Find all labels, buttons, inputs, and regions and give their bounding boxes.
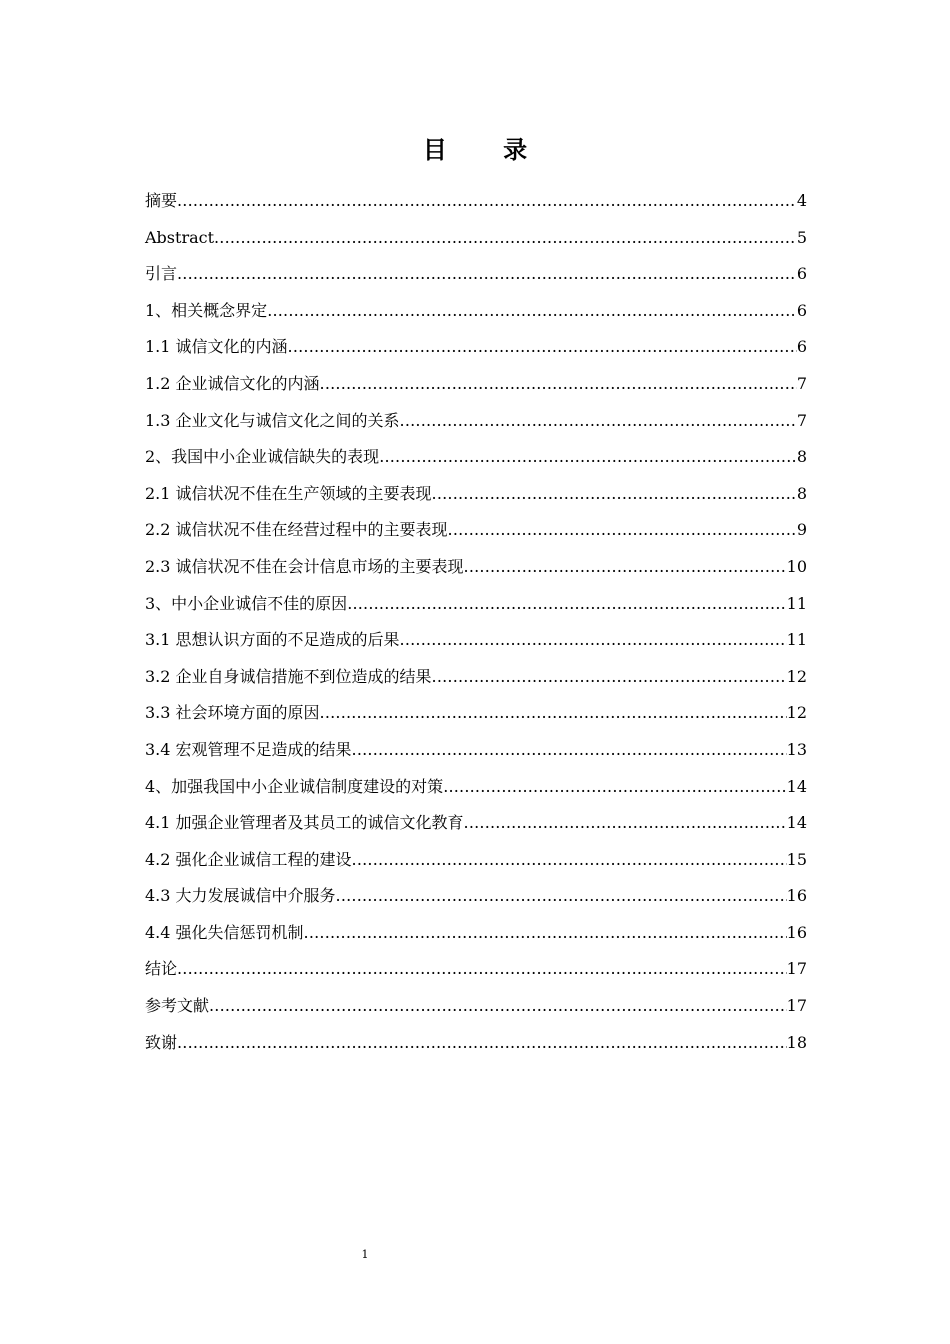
toc-entry-page-number[interactable]: 5: [796, 227, 807, 247]
toc-entry[interactable]: [145, 551, 807, 588]
toc-entry[interactable]: [145, 661, 807, 698]
toc-entry-title[interactable]: 2.3 诚信状况不佳在会计信息市场的主要表现: [145, 556, 464, 576]
toc-entry-page-number[interactable]: 11: [786, 593, 807, 613]
toc-dot-leader: [443, 771, 786, 803]
toc-dot-leader: [177, 185, 797, 217]
toc-entry[interactable]: [145, 1027, 807, 1064]
toc-dot-leader: [304, 917, 787, 949]
toc-entry-page-number[interactable]: 4: [796, 191, 807, 210]
toc-entry-page-number[interactable]: 13: [786, 739, 807, 759]
toc-dot-leader: [400, 624, 787, 656]
page-number: 1: [361, 1248, 369, 1261]
toc-entry-page-number[interactable]: 17: [786, 996, 807, 1016]
toc-entry-page-number[interactable]: 12: [786, 666, 807, 686]
toc-entry-page-number[interactable]: 6: [796, 264, 807, 284]
toc-entry[interactable]: [145, 880, 807, 917]
toc-entry[interactable]: [145, 405, 807, 442]
toc-entry-page-number[interactable]: 9: [796, 520, 807, 540]
toc-entry[interactable]: [145, 258, 807, 295]
toc-entry[interactable]: [145, 441, 807, 478]
toc-dot-leader: [464, 807, 787, 839]
toc-entry-title[interactable]: 4.1 加强企业管理者及其员工的诚信文化教育: [145, 813, 464, 833]
toc-entry[interactable]: [145, 697, 807, 734]
toc-dot-leader: [288, 331, 797, 363]
toc-entry-page-number[interactable]: 7: [796, 410, 807, 430]
toc-entry[interactable]: [145, 588, 807, 625]
toc-entry-title[interactable]: 2.2 诚信状况不佳在经营过程中的主要表现: [145, 520, 448, 540]
toc-entry-title[interactable]: 4.2 强化企业诚信工程的建设: [145, 849, 352, 869]
toc-entry[interactable]: [145, 624, 807, 661]
toc-entry-title[interactable]: 3.3 社会环境方面的原因: [145, 703, 320, 723]
toc-entry[interactable]: [145, 514, 807, 551]
toc-entry-title[interactable]: 4、加强我国中小企业诚信制度建设的对策: [145, 776, 444, 796]
toc-dot-leader: [352, 844, 787, 876]
toc-list: [145, 185, 807, 1063]
toc-dot-leader: [432, 661, 787, 693]
toc-entry-title[interactable]: 1.2 企业诚信文化的内涵: [145, 373, 320, 393]
toc-entry-page-number[interactable]: 15: [786, 849, 807, 869]
toc-entry-title[interactable]: 1、相关概念界定: [145, 300, 268, 320]
toc-dot-leader: [267, 295, 797, 327]
toc-entry[interactable]: [145, 222, 807, 259]
toc-dot-leader: [448, 514, 797, 546]
toc-entry[interactable]: [145, 295, 807, 332]
toc-entry-page-number[interactable]: 6: [796, 337, 807, 357]
toc-entry[interactable]: [145, 807, 807, 844]
toc-dot-leader: [400, 405, 797, 437]
toc-entry-page-number[interactable]: 17: [786, 959, 807, 979]
toc-entry[interactable]: [145, 844, 807, 881]
toc-entry[interactable]: [145, 990, 807, 1027]
toc-entry-title[interactable]: 4.4 强化失信惩罚机制: [145, 922, 304, 942]
toc-dot-leader: [379, 441, 797, 473]
toc-entry-page-number[interactable]: 16: [786, 886, 807, 906]
toc-entry-title[interactable]: 3.4 宏观管理不足造成的结果: [145, 739, 352, 759]
toc-dot-leader: [432, 478, 797, 510]
toc-title: 目 录: [422, 135, 552, 164]
toc-entry-page-number[interactable]: 6: [796, 300, 807, 320]
toc-entry-title[interactable]: 3.2 企业自身诚信措施不到位造成的结果: [145, 666, 432, 686]
toc-entry-page-number[interactable]: 18: [786, 1032, 807, 1052]
toc-entry-page-number[interactable]: 12: [786, 703, 807, 723]
toc-entry-title[interactable]: 3、中小企业诚信不佳的原因: [145, 593, 348, 613]
toc-dot-leader: [177, 1027, 787, 1059]
toc-dot-leader: [464, 551, 787, 583]
toc-entry-title[interactable]: Abstract: [145, 227, 215, 247]
toc-entry-title[interactable]: 致谢: [145, 1032, 178, 1052]
toc-dot-leader: [214, 222, 797, 254]
toc-dot-leader: [320, 368, 797, 400]
toc-entry[interactable]: [145, 185, 807, 222]
toc-entry[interactable]: [145, 331, 807, 368]
toc-entry-title[interactable]: 摘要: [145, 191, 178, 210]
toc-entry-title[interactable]: 1.1 诚信文化的内涵: [145, 337, 288, 357]
toc-entry[interactable]: [145, 917, 807, 954]
toc-entry-page-number[interactable]: 14: [786, 813, 807, 833]
toc-entry[interactable]: [145, 368, 807, 405]
toc-entry[interactable]: [145, 734, 807, 771]
toc-entry-page-number[interactable]: 8: [796, 447, 807, 467]
toc-entry-title[interactable]: 4.3 大力发展诚信中介服务: [145, 886, 336, 906]
toc-dot-leader: [352, 734, 787, 766]
toc-entry[interactable]: [145, 478, 807, 515]
toc-entry-page-number[interactable]: 11: [786, 630, 807, 650]
toc-dot-leader: [209, 990, 787, 1022]
toc-entry-title[interactable]: 引言: [145, 264, 178, 284]
toc-entry-title[interactable]: 1.3 企业文化与诚信文化之间的关系: [145, 410, 400, 430]
toc-entry[interactable]: [145, 953, 807, 990]
toc-entry-page-number[interactable]: 7: [796, 373, 807, 393]
toc-entry-page-number[interactable]: 8: [796, 483, 807, 503]
toc-dot-leader: [177, 258, 797, 290]
toc-dot-leader: [347, 588, 786, 620]
toc-entry-title[interactable]: 结论: [145, 959, 178, 979]
toc-dot-leader: [320, 697, 787, 729]
toc-entry-title[interactable]: 3.1 思想认识方面的不足造成的后果: [145, 630, 400, 650]
toc-entry-page-number[interactable]: 14: [786, 776, 807, 796]
toc-entry-page-number[interactable]: 16: [786, 922, 807, 942]
toc-entry-title[interactable]: 参考文献: [145, 996, 210, 1016]
toc-dot-leader: [177, 953, 787, 985]
toc-entry-title[interactable]: 2、我国中小企业诚信缺失的表现: [145, 447, 380, 467]
toc-entry-page-number[interactable]: 10: [786, 556, 807, 576]
toc-dot-leader: [336, 880, 787, 912]
toc-entry[interactable]: [145, 771, 807, 808]
toc-entry-title[interactable]: 2.1 诚信状况不佳在生产领域的主要表现: [145, 483, 432, 503]
